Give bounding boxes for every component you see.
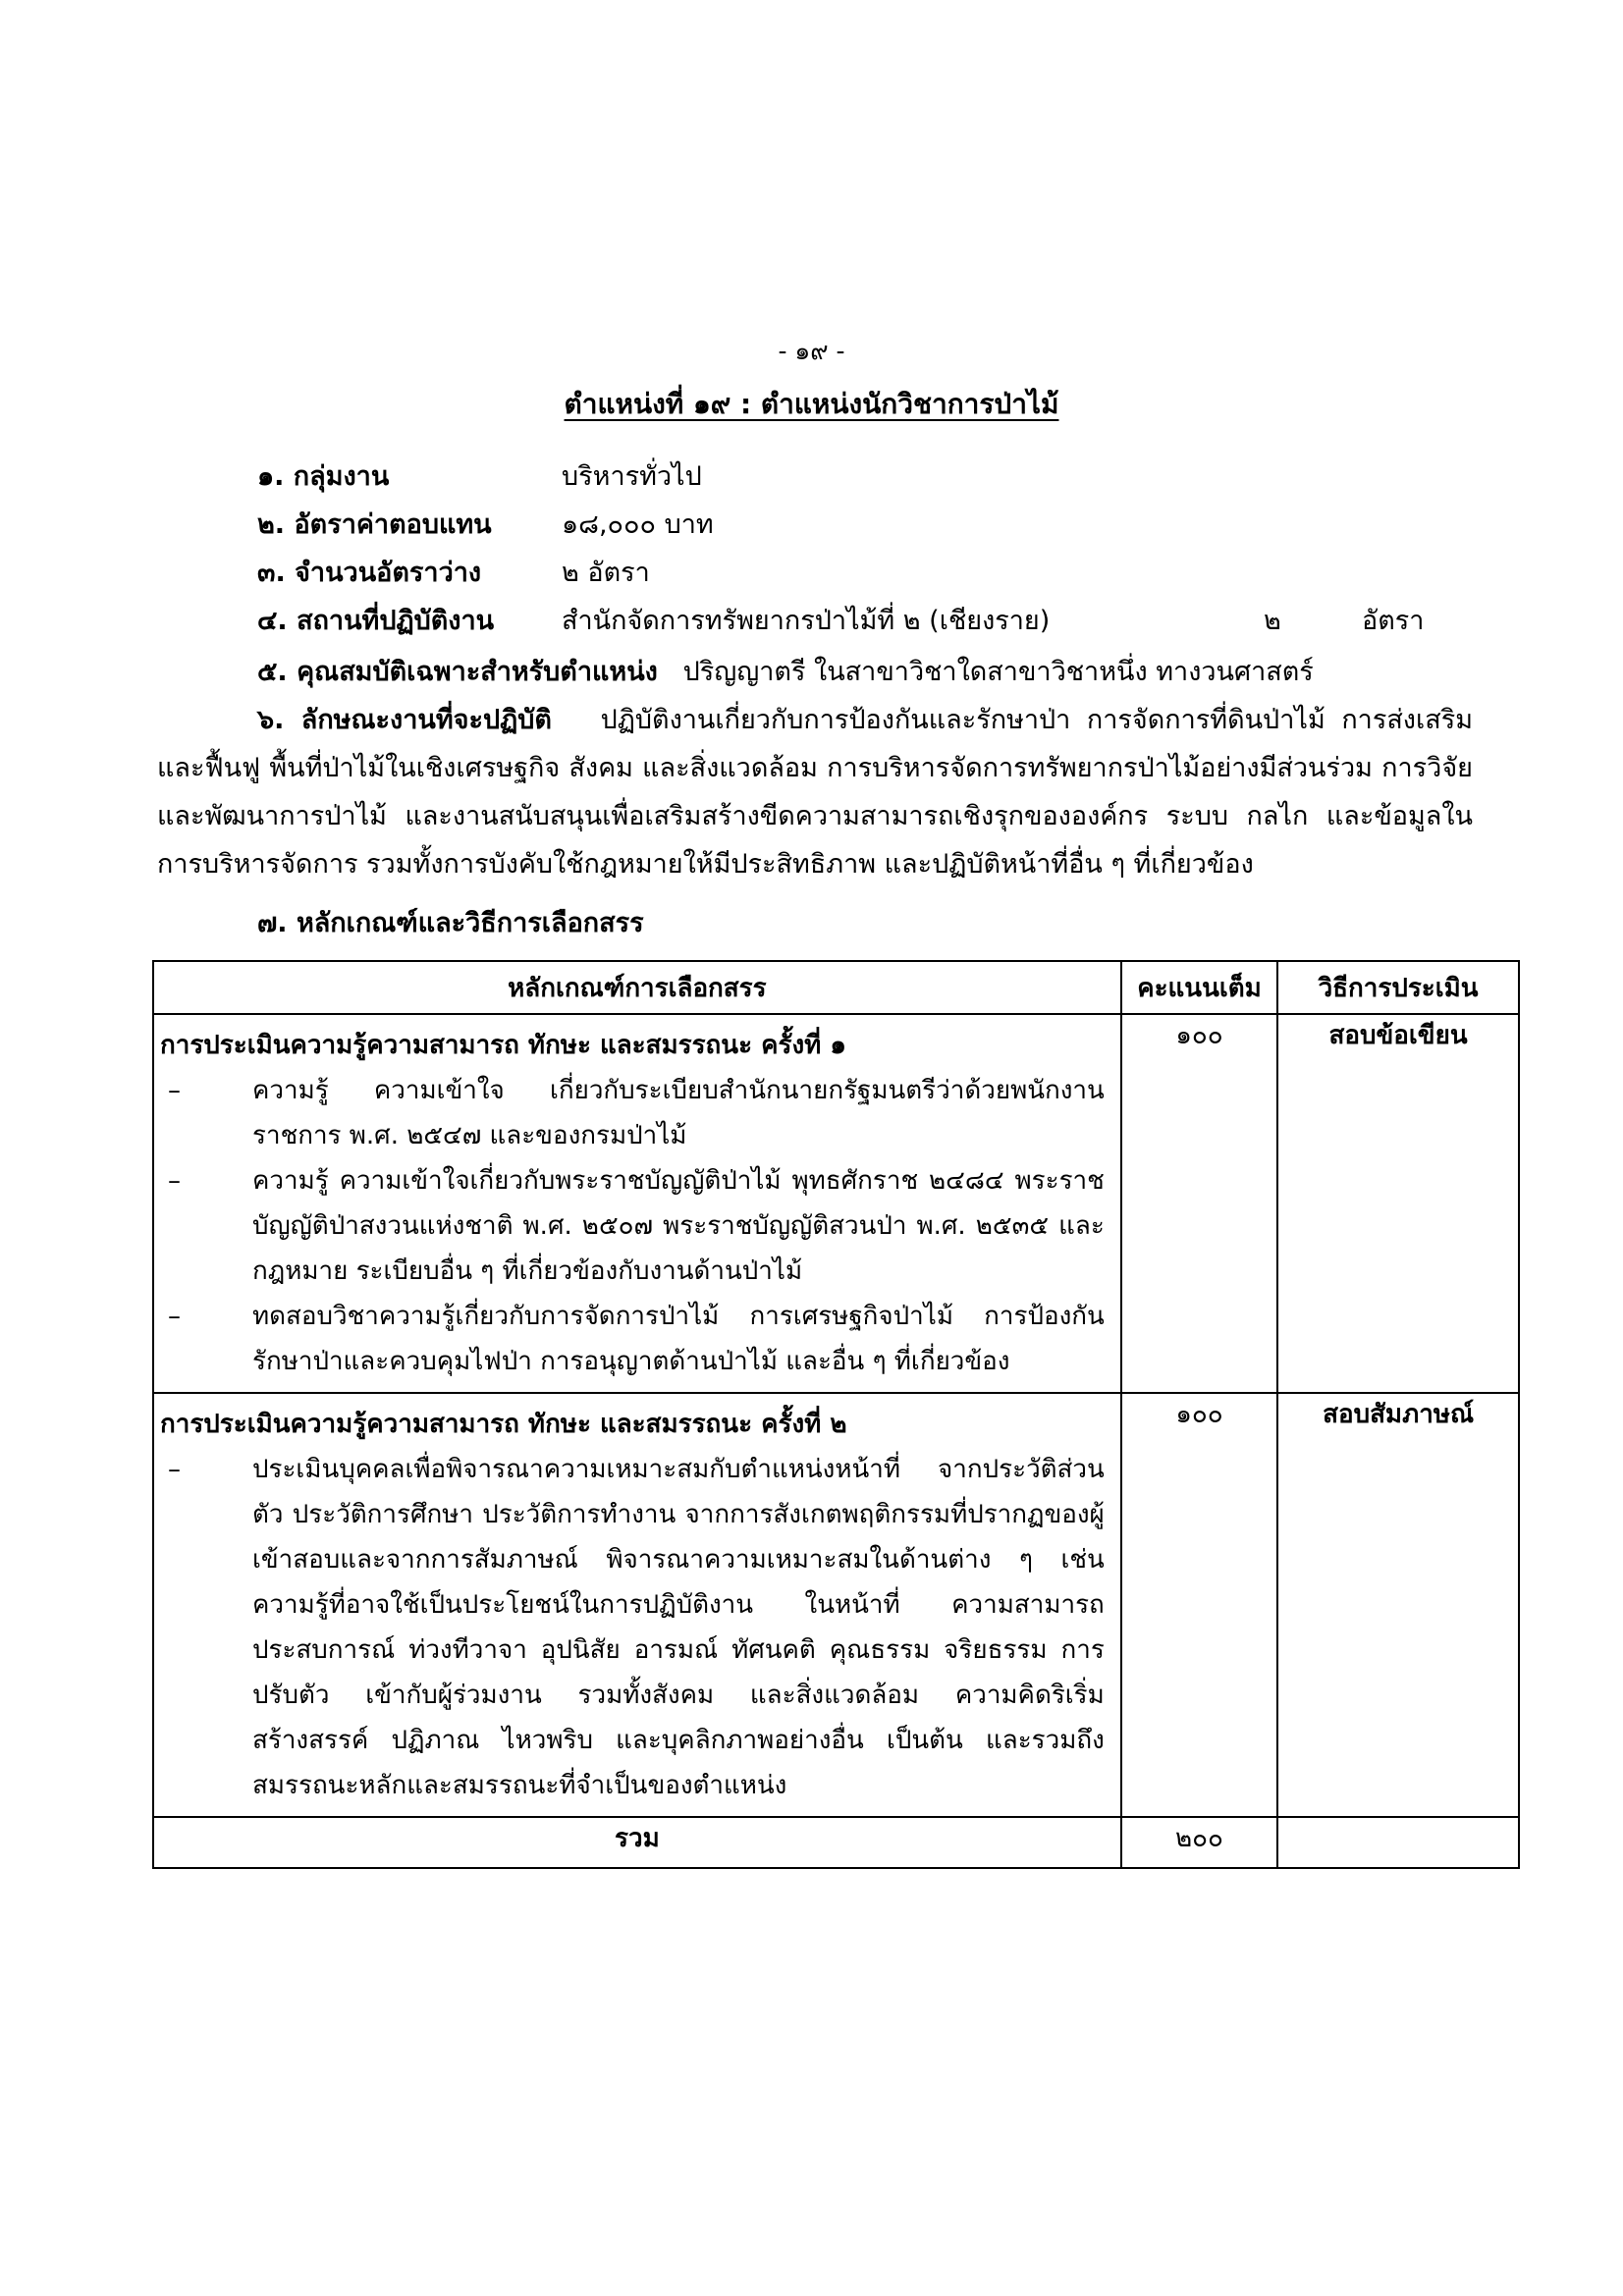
- workplace-count: ๒: [1264, 606, 1281, 636]
- job-label: ๖. ลักษณะงานที่จะปฏิบัติ: [257, 705, 552, 735]
- method-cell: สอบข้อเขียน: [1277, 1014, 1519, 1393]
- criteria-list: [154, 1447, 1120, 1816]
- info-row-vacancies: [257, 551, 650, 598]
- total-label: รวม: [153, 1817, 1121, 1868]
- info-value: บริหารทั่วไป: [562, 461, 702, 492]
- job-value: ปฏิบัติงานเกี่ยวกับการป้องกันและรักษาป่า การจัดการที่ดินป่าไม้ การส่งเสริมและฟื้นฟู พื้นที่ป่าไม้ในเชิงเศรษฐกิจ สังคม และสิ่งแวดล้อม การบริหารจัดการทรัพยากรป่าไม้อย่างมีส่วนร่วม การวิจัยและพัฒนาการป่าไม้ และงานสนับสนุนเพื่อเสริมสร้างขีดความสามารถเชิงรุกขององค์กร ระบบ กลไก และข้อมูลในการบริหารจัดการ รวมทั้งการบังคับใช้กฎหมายให้มีประสิทธิภาพ และปฏิบัติหน้าที่อื่น ๆ ที่เกี่ยวข้อง: [157, 705, 1473, 880]
- method-cell: สอบสัมภาษณ์: [1277, 1393, 1519, 1817]
- criteria-table: [152, 960, 1520, 1869]
- selection-heading-row: [257, 901, 644, 948]
- dash-bullet: –: [168, 1302, 181, 1331]
- info-row-group: [257, 454, 702, 502]
- table-header-row: [153, 961, 1519, 1014]
- job-description: [157, 696, 1473, 888]
- total-row: [153, 1817, 1519, 1868]
- info-value: ๑๘,๐๐๐ บาท: [562, 509, 714, 540]
- item-text: ทดสอบวิชาความรู้เกี่ยวกับการจัดการป่าไม้ การเศรษฐกิจป่าไม้ การป้องกันรักษาป่าและควบคุมไฟป่า การอนุญาตด้านป่าไม้ และอื่น ๆ ที่เกี่ยวข้อง: [252, 1302, 1105, 1376]
- score-cell: ๑๐๐: [1121, 1393, 1277, 1817]
- dash-bullet: –: [168, 1076, 181, 1105]
- header-method: วิธีการประเมิน: [1277, 961, 1519, 1014]
- list-item: [168, 1158, 1105, 1294]
- qualification-label: ๕. คุณสมบัติเฉพาะสำหรับตำแหน่ง: [257, 657, 658, 687]
- criteria-cell: [153, 1393, 1121, 1817]
- info-label: ๔. สถานที่ปฏิบัติงาน: [257, 606, 495, 636]
- selection-heading: ๗. หลักเกณฑ์และวิธีการเลือกสรร: [257, 908, 644, 938]
- item-text: ความรู้ ความเข้าใจ เกี่ยวกับระเบียบสำนักนายกรัฐมนตรีว่าด้วยพนักงานราชการ พ.ศ. ๒๕๔๗ และของกรมป่าไม้: [252, 1076, 1105, 1150]
- dash-bullet: –: [168, 1455, 181, 1484]
- qualification-value: ปริญญาตรี ในสาขาวิชาใดสาขาวิชาหนึ่ง ทางวนศาสตร์: [682, 657, 1314, 687]
- dash-bullet: –: [168, 1166, 181, 1196]
- section-title: การประเมินความรู้ความสามารถ ทักษะ และสมรรถนะ ครั้งที่ ๒: [160, 1410, 847, 1439]
- item-text: ความรู้ ความเข้าใจเกี่ยวกับพระราชบัญญัติป่าไม้ พุทธศักราช ๒๔๘๔ พระราชบัญญัติป่าสงวนแห่งชาติ พ.ศ. ๒๕๐๗ พระราชบัญญัติสวนป่า พ.ศ. ๒๕๓๕ และกฎหมาย ระเบียบอื่น ๆ ที่เกี่ยวข้องกับงานด้านป่าไม้: [252, 1166, 1105, 1286]
- info-label: ๑. กลุ่มงาน: [257, 461, 390, 492]
- page-title: ตำแหน่งที่ ๑๙ : ตำแหน่งนักวิชาการป่าไม้: [564, 388, 1059, 420]
- info-label: ๒. อัตราค่าตอบแทน: [257, 509, 492, 540]
- header-score: คะแนนเต็ม: [1121, 961, 1277, 1014]
- table-row: [153, 1393, 1519, 1817]
- list-item: [168, 1068, 1105, 1158]
- page-number: - ๑๙ -: [778, 337, 845, 365]
- criteria-cell: [153, 1014, 1121, 1393]
- criteria-list: [154, 1068, 1120, 1392]
- header-criteria: หลักเกณฑ์การเลือกสรร: [153, 961, 1121, 1014]
- list-item: [168, 1447, 1105, 1808]
- score-cell: ๑๐๐: [1121, 1014, 1277, 1393]
- table-row: [153, 1014, 1519, 1393]
- section-title: การประเมินความรู้ความสามารถ ทักษะ และสมรรถนะ ครั้งที่ ๑: [160, 1031, 846, 1060]
- info-label: ๓. จำนวนอัตราว่าง: [257, 558, 482, 588]
- info-row-salary: [257, 503, 714, 550]
- qualification: [157, 648, 1473, 696]
- total-score: ๒๐๐: [1121, 1817, 1277, 1868]
- item-text: ประเมินบุคคลเพื่อพิจารณาความเหมาะสมกับตำแหน่งหน้าที่ จากประวัติส่วนตัว ประวัติการศึกษา ประวัติการทำงาน จากการสังเกตพฤติกรรมที่ปรากฏของผู้เข้าสอบและจากการสัมภาษณ์ พิจารณาความเหมาะสมในด้านต่าง ๆ เช่น ความรู้ที่อาจใช้เป็นประโยชน์ในการปฏิบัติงาน ในหน้าที่ ความสามารถ ประสบการณ์ ท่วงทีวาจา อุปนิสัย อารมณ์ ทัศนคติ คุณธรรม จริยธรรม การปรับตัว เข้ากับผู้ร่วมงาน รวมทั้งสังคม และสิ่งแวดล้อม ความคิดริเริ่มสร้างสรรค์ ปฏิภาณ ไหวพริบ และบุคลิกภาพอย่างอื่น เป็นต้น และรวมถึงสมรรถนะหลักและสมรรถนะที่จำเป็นของตำแหน่ง: [252, 1455, 1105, 1800]
- list-item: [168, 1294, 1105, 1384]
- total-method-empty: [1277, 1817, 1519, 1868]
- workplace-unit: อัตรา: [1362, 606, 1425, 636]
- info-value: สำนักจัดการทรัพยากรป่าไม้ที่ ๒ (เชียงราย): [562, 606, 1051, 636]
- info-row-workplace: [257, 599, 1435, 646]
- info-value: ๒ อัตรา: [562, 558, 650, 588]
